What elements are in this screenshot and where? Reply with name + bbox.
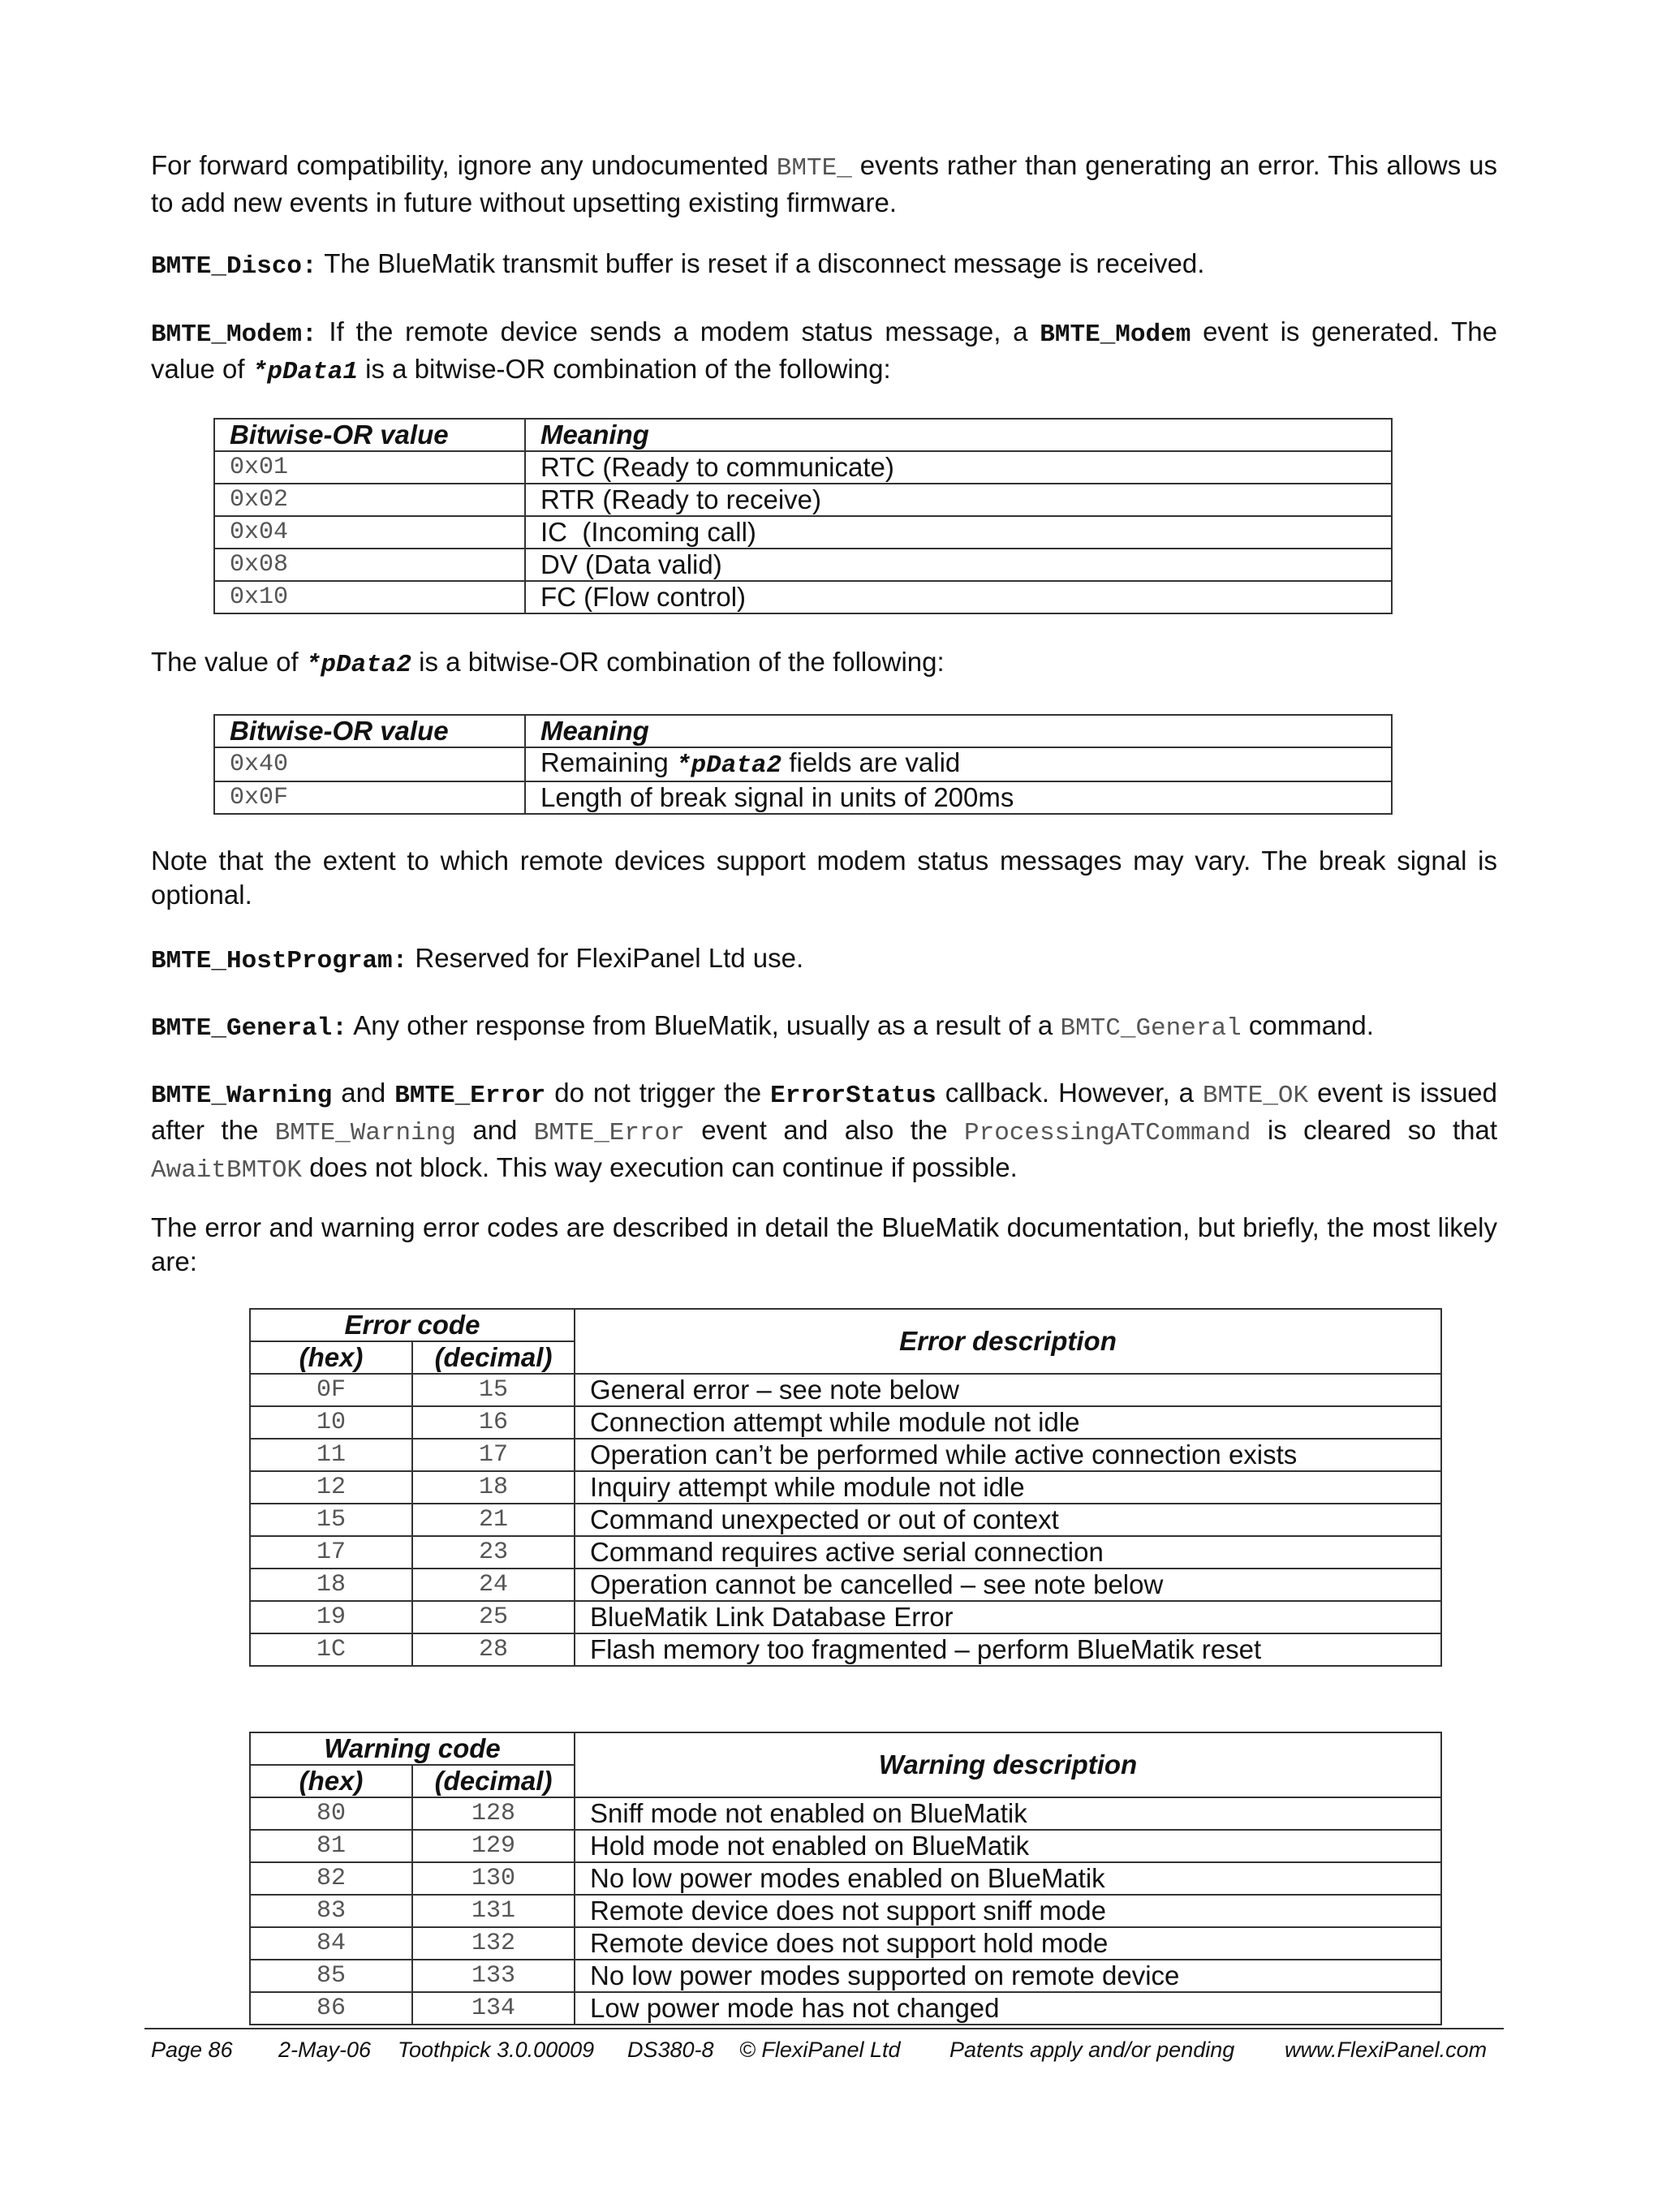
- inline-code: BMTE_Modem: [1040, 321, 1191, 349]
- table-row: 17 23 Command requires active serial connection: [250, 1536, 1441, 1569]
- inline-code: BMTE_: [776, 154, 852, 183]
- modem-status-table-pdata2: [213, 714, 1393, 815]
- table-row: 85 133 No low power modes supported on remote device: [250, 1960, 1441, 1992]
- inline-code: *pData2: [305, 651, 412, 679]
- table-row: 0x08 DV (Data valid): [214, 549, 1392, 581]
- column-group-header: Warning code: [250, 1732, 575, 1765]
- table-header-row: [250, 1309, 1441, 1341]
- column-header: Error description: [575, 1309, 1441, 1374]
- inline-code: BMTC_General: [1060, 1014, 1242, 1043]
- error-code-table: [249, 1308, 1442, 1667]
- paragraph-bmte-general: BMTE_General: Any other response from BlueMatik, usually as a result of a BMTC_General command.: [151, 1010, 1374, 1043]
- footer-website: www.FlexiPanel.com: [1285, 2038, 1488, 2062]
- table-row: 0x40 Remaining *pData2 fields are valid: [214, 747, 1392, 781]
- table-row: 83 131 Remote device does not support sniff mode: [250, 1895, 1441, 1927]
- table-row: 82 130 No low power modes enabled on BlueMatik: [250, 1862, 1441, 1895]
- event-name: BMTE_HostProgram:: [151, 947, 408, 975]
- paragraph-bmte-disco: BMTE_Disco: The BlueMatik transmit buffer is reset if a disconnect message is received.: [151, 248, 1205, 281]
- paragraph-bmte-hostprogram: BMTE_HostProgram: Reserved for FlexiPanel Ltd use.: [151, 943, 804, 975]
- table-header-row: [250, 1732, 1441, 1765]
- footer-doc-id: DS380-8: [627, 2038, 714, 2062]
- column-header: Meaning: [525, 715, 1392, 747]
- table-row: 0x04 IC (Incoming call): [214, 516, 1392, 549]
- table-row: 0x10 FC (Flow control): [214, 581, 1392, 613]
- footer-patents: Patents apply and/or pending: [949, 2038, 1235, 2062]
- column-group-header: Error code: [250, 1309, 575, 1341]
- event-name: BMTE_Disco:: [151, 252, 317, 281]
- footer-copyright: © FlexiPanel Ltd: [739, 2038, 901, 2062]
- table-row: 0x0F Length of break signal in units of 200ms: [214, 781, 1392, 814]
- table-row: 0x02 RTR (Ready to receive): [214, 484, 1392, 516]
- table-row: 84 132 Remote device does not support hold mode: [250, 1927, 1441, 1960]
- column-header: (decimal): [412, 1341, 575, 1374]
- column-header: Warning description: [575, 1732, 1441, 1797]
- table-header-row: [214, 419, 1392, 451]
- column-header: Bitwise-OR value: [214, 419, 525, 451]
- table-row: 0x01 RTC (Ready to communicate): [214, 451, 1392, 484]
- table-row: 0F 15 General error – see note below: [250, 1374, 1441, 1406]
- warning-code-table: [249, 1732, 1442, 2025]
- table-row: 18 24 Operation cannot be cancelled – see note below: [250, 1569, 1441, 1601]
- table-row: 10 16 Connection attempt while module not idle: [250, 1406, 1441, 1439]
- table-row: 12 18 Inquiry attempt while module not idle: [250, 1471, 1441, 1504]
- paragraph-error-codes-intro: The error and warning error codes are described in detail the BlueMatik documentation, but briefly, the most likely are:: [151, 1212, 1497, 1276]
- inline-code: *pData1: [252, 358, 358, 386]
- footer-product: Toothpick 3.0.00009: [398, 2038, 595, 2062]
- table-row: 15 21 Command unexpected or out of context: [250, 1504, 1441, 1536]
- column-header: (hex): [250, 1341, 412, 1374]
- footer-page-number: Page 86: [151, 2038, 233, 2062]
- table-row: 80 128 Sniff mode not enabled on BlueMatik: [250, 1797, 1441, 1830]
- table-row: 1C 28 Flash memory too fragmented – perform BlueMatik reset: [250, 1633, 1441, 1666]
- table-row: 11 17 Operation can’t be performed while active connection exists: [250, 1439, 1441, 1471]
- table-row: 86 134 Low power mode has not changed: [250, 1992, 1441, 2025]
- footer-date: 2-May-06: [278, 2038, 372, 2062]
- column-header: Bitwise-OR value: [214, 715, 525, 747]
- table-header-row: [214, 715, 1392, 747]
- table-row: 19 25 BlueMatik Link Database Error: [250, 1601, 1441, 1633]
- footer-divider: [144, 2028, 1504, 2029]
- column-header: Meaning: [525, 419, 1392, 451]
- paragraph-pdata2: The value of *pData2 is a bitwise-OR combination of the following:: [151, 647, 945, 679]
- event-name: BMTE_Modem:: [151, 321, 317, 349]
- paragraph-bmte-modem: BMTE_Modem: If the remote device sends a modem status message, a BMTE_Modem event is generated. The value of *pData1 is a bitwise-OR combination of the following:: [151, 316, 1497, 386]
- paragraph-modem-note: Note that the extent to which remote devices support modem status messages may vary. The break signal is optional.: [151, 846, 1497, 910]
- paragraph-forward-compatibility: For forward compatibility, ignore any undocumented BMTE_ events rather than generating an error. This allows us to add new events in future without upsetting existing firmware.: [151, 150, 1497, 217]
- modem-status-table-pdata1: [213, 418, 1393, 614]
- event-name: BMTE_General:: [151, 1014, 347, 1043]
- column-header: (hex): [250, 1765, 412, 1797]
- column-header: (decimal): [412, 1765, 575, 1797]
- paragraph-warning-error: BMTE_Warning and BMTE_Error do not trigger the ErrorStatus callback. However, a BMTE_OK event is issued after the BMTE_Warning and BMTE_Error event and also the ProcessingATCommand is cleared so that AwaitBMTOK does not block. This way execution can continue if possible.: [151, 1078, 1497, 1185]
- table-row: 81 129 Hold mode not enabled on BlueMatik: [250, 1830, 1441, 1862]
